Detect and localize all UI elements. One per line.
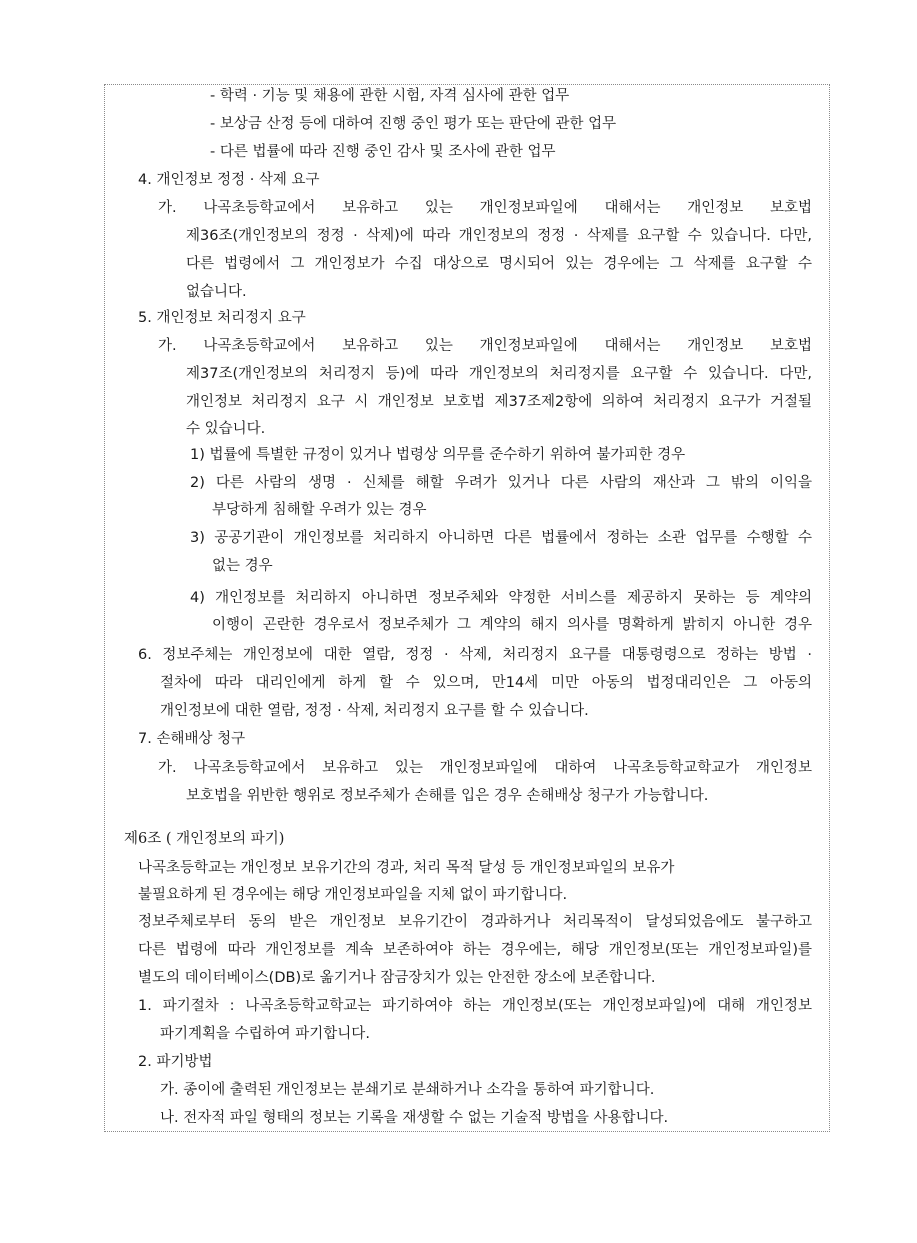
refusal-reason-3-line1: 3) 공공기관이 개인정보를 처리하지 아니하면 다른 법률에서 정하는 소관 업무를 수행할 수 [190,530,812,546]
article-6-para2-line3: 별도의 데이터베이스(DB)로 옮기거나 잠금장치가 있는 안전한 장소에 보존합니다. [138,970,656,986]
refusal-reason-2-line2: 부당하게 침해할 우려가 있는 경우 [212,502,427,518]
section-4-item-a-line2: 제36조(개인정보의 정정 · 삭제)에 따라 개인정보의 정정 · 삭제를 요구할 수 있습니다. 다만, [186,228,812,244]
article-6-para2-line2: 다른 법령에 따라 개인정보를 계속 보존하여야 하는 경우에는, 해당 개인정보(또는 개인정보파일)를 [138,942,812,958]
article-6-para1-line1: 나곡초등학교는 개인정보 보유기간의 경과, 처리 목적 달성 등 개인정보파일의 보유가 [138,860,675,876]
destruction-procedure-line1: 1. 파기절차 : 나곡초등학교학교는 파기하여야 하는 개인정보(또는 개인정보파일)에 대해 개인정보 [138,998,812,1014]
section-7-item-a-line1: 가. 나곡초등학교에서 보유하고 있는 개인정보파일에 대하여 나곡초등학교학교가 개인정보 [158,760,812,776]
destruction-method-paper: 가. 종이에 출력된 개인정보는 분쇄기로 분쇄하거나 소각을 통하여 파기합니다. [160,1082,655,1098]
section-5-item-a-line1: 가. 나곡초등학교에서 보유하고 있는 개인정보파일에 대해서는 개인정보 보호법 [158,338,812,354]
bullet-exam-line: - 학력 · 기능 및 채용에 관한 시험, 자격 심사에 관한 업무 [210,88,570,104]
section-4-heading: 4. 개인정보 정정 · 삭제 요구 [138,172,320,188]
section-5-item-a-line3: 개인정보 처리정지 요구 시 개인정보 보호법 제37조제2항에 의하여 처리정지 요구가 거절될 [186,394,812,410]
bullet-compensation-line: - 보상금 산정 등에 대하여 진행 중인 평가 또는 판단에 관한 업무 [210,116,617,132]
section-7-heading: 7. 손해배상 청구 [138,731,246,747]
article-6-title: 제6조 ( 개인정보의 파기) [124,831,285,847]
refusal-reason-2-line1: 2) 다른 사람의 생명 · 신체를 해할 우려가 있거나 다른 사람의 재산과 그 밖의 이익을 [190,475,812,491]
article-6-para2-line1: 정보주체로부터 동의 받은 개인정보 보유기간이 경과하거나 처리목적이 달성되었음에도 불구하고 [138,914,812,930]
section-5-item-a-line4: 수 있습니다. [186,421,266,437]
article-6-para1-line2: 불필요하게 된 경우에는 해당 개인정보파일을 지체 없이 파기합니다. [138,887,568,903]
section-6-line2: 절차에 따라 대리인에게 하게 할 수 있으며, 만14세 미만 아동의 법정대리인은 그 아동의 [160,675,812,691]
section-4-item-a-line4: 없습니다. [186,284,247,300]
refusal-reason-4-line2: 이행이 곤란한 경우로서 정보주체가 그 계약의 해지 의사를 명확하게 밝히지 아니한 경우 [212,617,812,633]
section-6-line1: 6. 정보주체는 개인정보에 대한 열람, 정정 · 삭제, 처리정지 요구를 대통령령으로 정하는 방법 · [138,647,812,663]
destruction-method-heading: 2. 파기방법 [138,1054,213,1070]
section-5-item-a-line2: 제37조(개인정보의 처리정지 등)에 따라 개인정보의 처리정지를 요구할 수 있습니다. 다만, [186,366,812,382]
section-4-item-a-line3: 다른 법령에서 그 개인정보가 수집 대상으로 명시되어 있는 경우에는 그 삭제를 요구할 수 [186,256,812,272]
bullet-audit-line: - 다른 법률에 따라 진행 중인 감사 및 조사에 관한 업무 [210,144,556,160]
section-4-item-a-line1: 가. 나곡초등학교에서 보유하고 있는 개인정보파일에 대해서는 개인정보 보호법 [158,200,812,216]
section-5-heading: 5. 개인정보 처리정지 요구 [138,310,306,326]
destruction-method-digital: 나. 전자적 파일 형태의 정보는 기록을 재생할 수 없는 기술적 방법을 사용합니다. [160,1110,669,1126]
section-7-item-a-line2: 보호법을 위반한 행위로 정보주체가 손해를 입은 경우 손해배상 청구가 가능합니다. [186,788,709,804]
destruction-procedure-line2: 파기계획을 수립하여 파기합니다. [160,1026,370,1042]
refusal-reason-4-line1: 4) 개인정보를 처리하지 아니하면 정보주체와 약정한 서비스를 제공하지 못하는 등 계약의 [190,590,812,606]
section-6-line3: 개인정보에 대한 열람, 정정 · 삭제, 처리정지 요구를 할 수 있습니다. [160,703,589,719]
refusal-reason-3-line2: 없는 경우 [212,558,273,574]
refusal-reason-1: 1) 법률에 특별한 규정이 있거나 법령상 의무를 준수하기 위하여 불가피한 경우 [190,447,686,463]
